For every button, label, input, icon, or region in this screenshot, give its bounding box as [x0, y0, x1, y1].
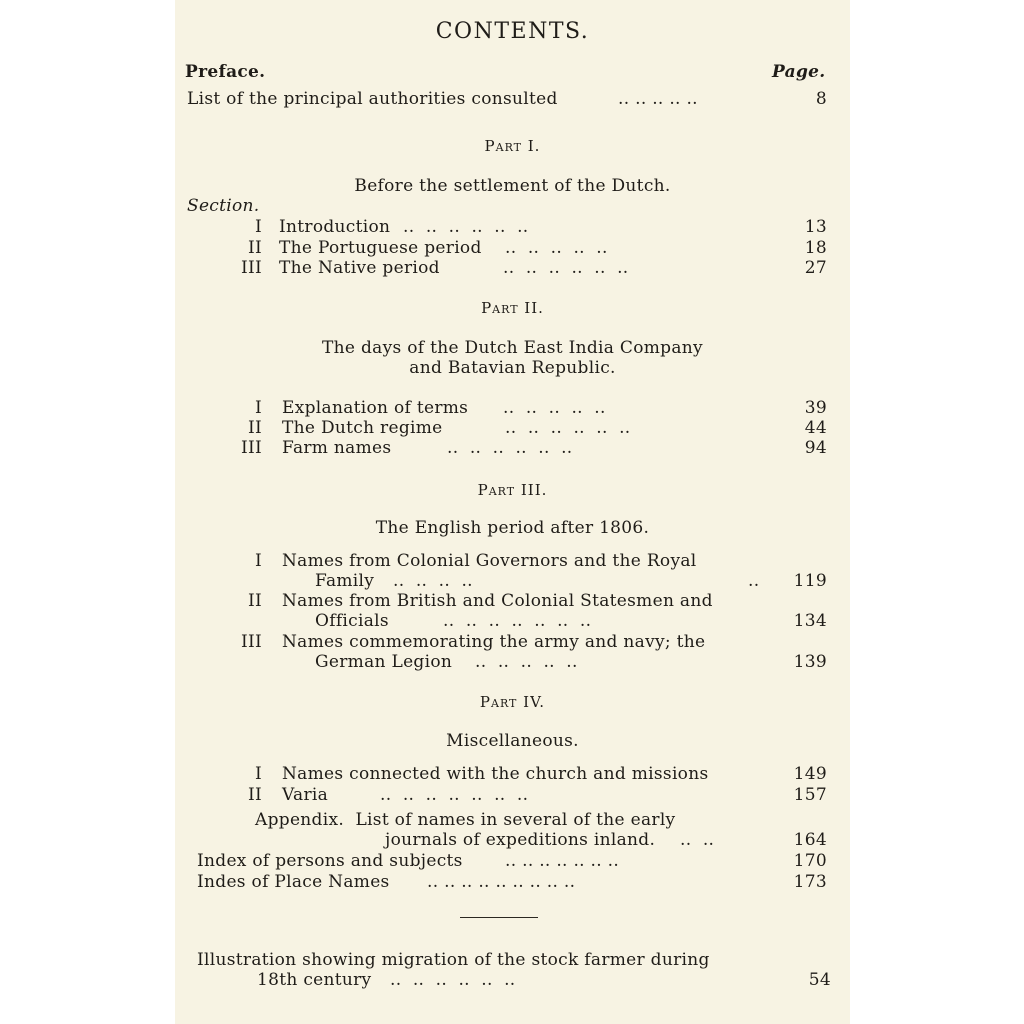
leader-dots: .. .. .. ..: [393, 571, 473, 591]
appendix-entry-continuation: journals of expeditions inland.: [385, 830, 656, 850]
part-1-subtitle: Before the settlement of the Dutch.: [354, 176, 671, 196]
page-number: 157: [793, 785, 827, 805]
section-number: II: [247, 238, 262, 258]
section-number: II: [247, 785, 262, 805]
preface-label: Preface.: [185, 62, 266, 82]
section-number: I: [254, 551, 262, 571]
toc-entry: Farm names: [282, 438, 392, 458]
leader-dots: .. .. .. .. .. ..: [390, 970, 516, 990]
part-4-heading: Part IV.: [479, 693, 546, 711]
page-number: 134: [793, 611, 827, 631]
authorities-page: 8: [815, 89, 827, 109]
page-number: 94: [804, 438, 827, 458]
leader-dots: .. .. .. .. .. ..: [503, 258, 629, 278]
leader-dots: .. .. .. .. .. ..: [447, 438, 573, 458]
page-number: 149: [793, 764, 827, 784]
divider-rule: [460, 917, 538, 918]
section-number: I: [254, 398, 262, 418]
toc-entry: Explanation of terms: [282, 398, 469, 418]
leader-dots: .. .. .. .. ..: [503, 398, 606, 418]
authorities-entry: List of the principal authorities consulted: [187, 89, 558, 109]
toc-entry: Introduction: [279, 217, 391, 237]
part-2-subtitle-line-2: and Batavian Republic.: [409, 358, 616, 378]
part-1-heading: Part I.: [484, 137, 541, 155]
part-3-subtitle: The English period after 1806.: [375, 518, 650, 538]
leader-dots: .. .. .. .. .. ..: [403, 217, 529, 237]
illustration-entry-continuation: 18th century: [257, 970, 372, 990]
toc-entry: Names from British and Colonial Statesmen and: [282, 591, 713, 611]
leader-dots: .. .. .. .. .. .. ..: [443, 611, 592, 631]
toc-entry: The Dutch regime: [282, 418, 443, 438]
part-4-subtitle: Miscellaneous.: [446, 731, 579, 751]
toc-entry: Names connected with the church and missions: [282, 764, 709, 784]
section-label: Section.: [187, 196, 260, 216]
leader-dots: ..: [748, 571, 760, 591]
toc-entry: Names from Colonial Governors and the Royal: [282, 551, 697, 571]
section-number: III: [240, 438, 262, 458]
part-2-heading: Part II.: [481, 299, 544, 317]
page-number: 139: [793, 652, 827, 672]
part-2-subtitle-line-1: The days of the Dutch East India Company: [322, 338, 703, 358]
page-number: 170: [793, 851, 827, 871]
page-number: 27: [804, 258, 827, 278]
toc-entry: The Portuguese period: [279, 238, 482, 258]
page-number: 119: [793, 571, 827, 591]
page-number: 39: [804, 398, 827, 418]
part-3-heading: Part III.: [477, 481, 548, 499]
toc-entry-continuation: German Legion: [315, 652, 453, 672]
page-column-label: Page.: [772, 62, 826, 82]
section-number: II: [247, 418, 262, 438]
toc-entry: Indes of Place Names: [197, 872, 390, 892]
leader-dots: .. .. .. .. ..: [475, 652, 578, 672]
page-number: 18: [804, 238, 827, 258]
leader-dots: .. ..: [680, 830, 715, 850]
section-number: III: [240, 632, 262, 652]
page-title: CONTENTS.: [435, 19, 590, 44]
toc-entry: The Native period: [279, 258, 440, 278]
section-number: I: [254, 217, 262, 237]
leader-dots: .. .. .. .. .. ..: [505, 418, 631, 438]
page-number: 164: [793, 830, 827, 850]
toc-entry: Names commemorating the army and navy; the: [282, 632, 706, 652]
appendix-entry: Appendix. List of names in several of the early: [255, 810, 676, 830]
page-number: 54: [808, 970, 831, 990]
book-page: [175, 0, 850, 1024]
authorities-dots: .. .. .. .. ..: [618, 89, 698, 109]
leader-dots: .. .. .. .. .. .. .. .. ..: [427, 872, 576, 892]
toc-entry: Varia: [282, 785, 329, 805]
leader-dots: .. .. .. .. ..: [505, 238, 608, 258]
leader-dots: .. .. .. .. .. .. ..: [505, 851, 620, 871]
section-number: II: [247, 591, 262, 611]
section-number: I: [254, 764, 262, 784]
toc-entry-continuation: Family: [315, 571, 375, 591]
illustration-entry: Illustration showing migration of the stock farmer during: [197, 950, 710, 970]
toc-entry-continuation: Officials: [315, 611, 389, 631]
leader-dots: .. .. .. .. .. .. ..: [380, 785, 529, 805]
toc-entry: Index of persons and subjects: [197, 851, 463, 871]
page-number: 13: [804, 217, 827, 237]
page-number: 44: [804, 418, 827, 438]
section-number: III: [240, 258, 262, 278]
page-number: 173: [793, 872, 827, 892]
